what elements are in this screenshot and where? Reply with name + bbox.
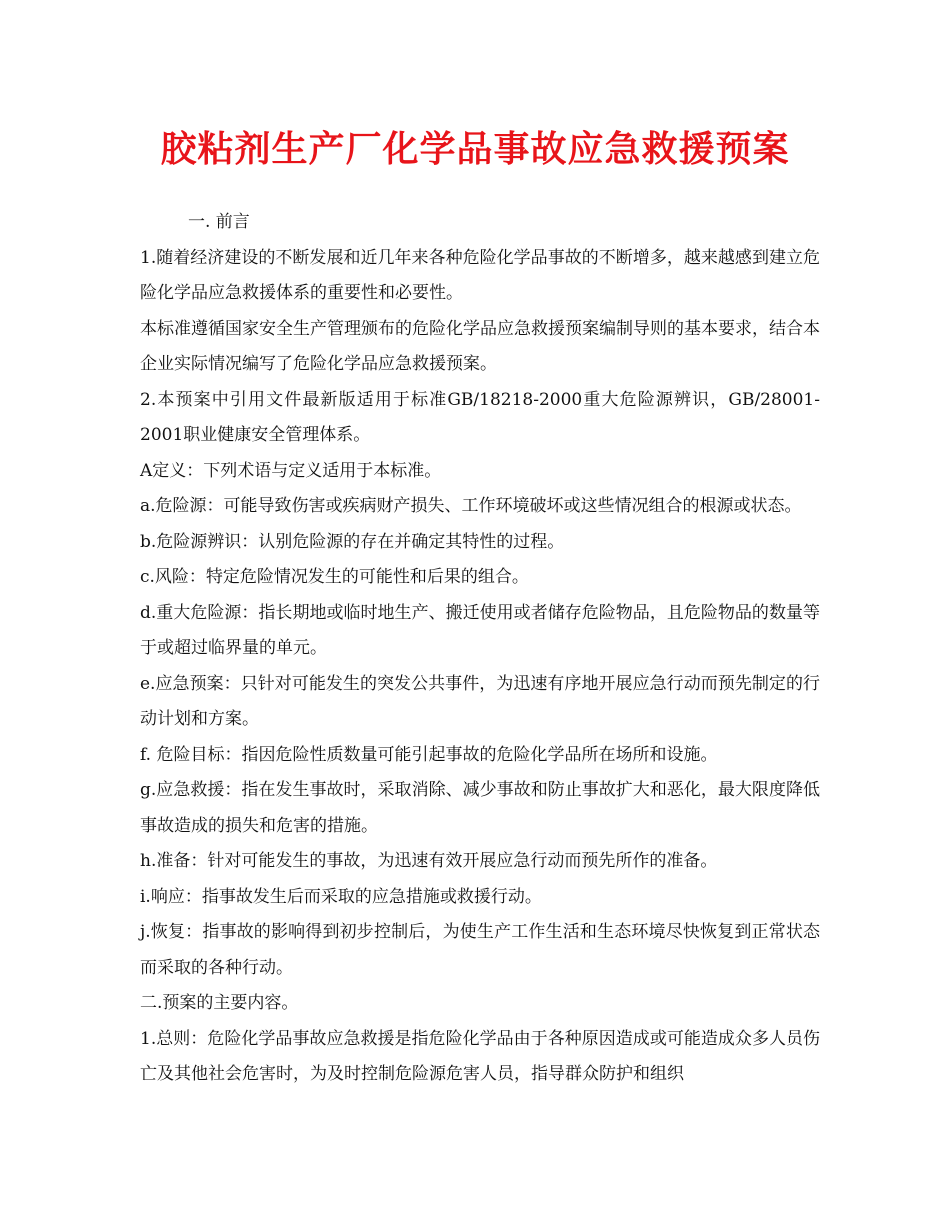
document-title: 胶粘剂生产厂化学品事故应急救援预案 bbox=[160, 128, 790, 170]
section-heading-main-content: 二.预案的主要内容。 bbox=[140, 993, 299, 1013]
paragraph: 1.总则：危险化学品事故应急救援是指危险化学品由于各种原因造成或可能造成众多人员伤亡及其他社会危害时，为及时控制危险源危害人员，指导群众防护和组织 bbox=[140, 1028, 820, 1084]
paragraph: 本标准遵循国家安全生产管理颁布的危险化学品应急救援预案编制导则的基本要求，结合本企业实际情况编写了危险化学品应急救援预案。 bbox=[140, 318, 820, 374]
definition-item: a.危险源：可能导致伤害或疾病财产损失、工作环境破坏或这些情况组合的根源或状态。 bbox=[140, 496, 802, 516]
definition-item: b.危险源辨识：认别危险源的存在并确定其特性的过程。 bbox=[140, 531, 565, 552]
definition-item: j.恢复：指事故的影响得到初步控制后，为使生产工作生活和生态环境尽快恢复到正常状态而采取的各种行动。 bbox=[140, 922, 820, 978]
section-heading-preface: 一. 前言 bbox=[188, 212, 250, 232]
definition-item: g.应急救援：指在发生事故时，采取消除、减少事故和防止事故扩大和恶化，最大限度降低事故造成的损失和危害的措施。 bbox=[140, 780, 820, 836]
document-body bbox=[140, 205, 820, 1093]
definition-item: i.响应：指事故发生后而采取的应急措施或救援行动。 bbox=[140, 886, 542, 907]
paragraph: 2.本预案中引用文件最新版适用于标准GB/18218-2000重大危险源辨识，GB/28001-2001职业健康安全管理体系。 bbox=[140, 389, 820, 445]
definition-item: c.风险：特定危险情况发生的可能性和后果的组合。 bbox=[140, 567, 529, 587]
definition-intro: A定义：下列术语与定义适用于本标准。 bbox=[140, 460, 442, 481]
definition-item: h.准备：针对可能发生的事故，为迅速有效开展应急行动而预先所作的准备。 bbox=[140, 851, 718, 871]
definition-item: d.重大危险源：指长期地或临时地生产、搬迁使用或者储存危险物品，且危险物品的数量等于或超过临界量的单元。 bbox=[140, 602, 820, 658]
paragraph: 1.随着经济建设的不断发展和近几年来各种危险化学品事故的不断增多，越来越感到建立危险化学品应急救援体系的重要性和必要性。 bbox=[140, 247, 820, 303]
definition-item: e.应急预案：只针对可能发生的突发公共事件，为迅速有序地开展应急行动而预先制定的行动计划和方案。 bbox=[140, 673, 820, 729]
definition-item: f. 危险目标：指因危险性质数量可能引起事故的危险化学品所在场所和设施。 bbox=[140, 744, 718, 765]
